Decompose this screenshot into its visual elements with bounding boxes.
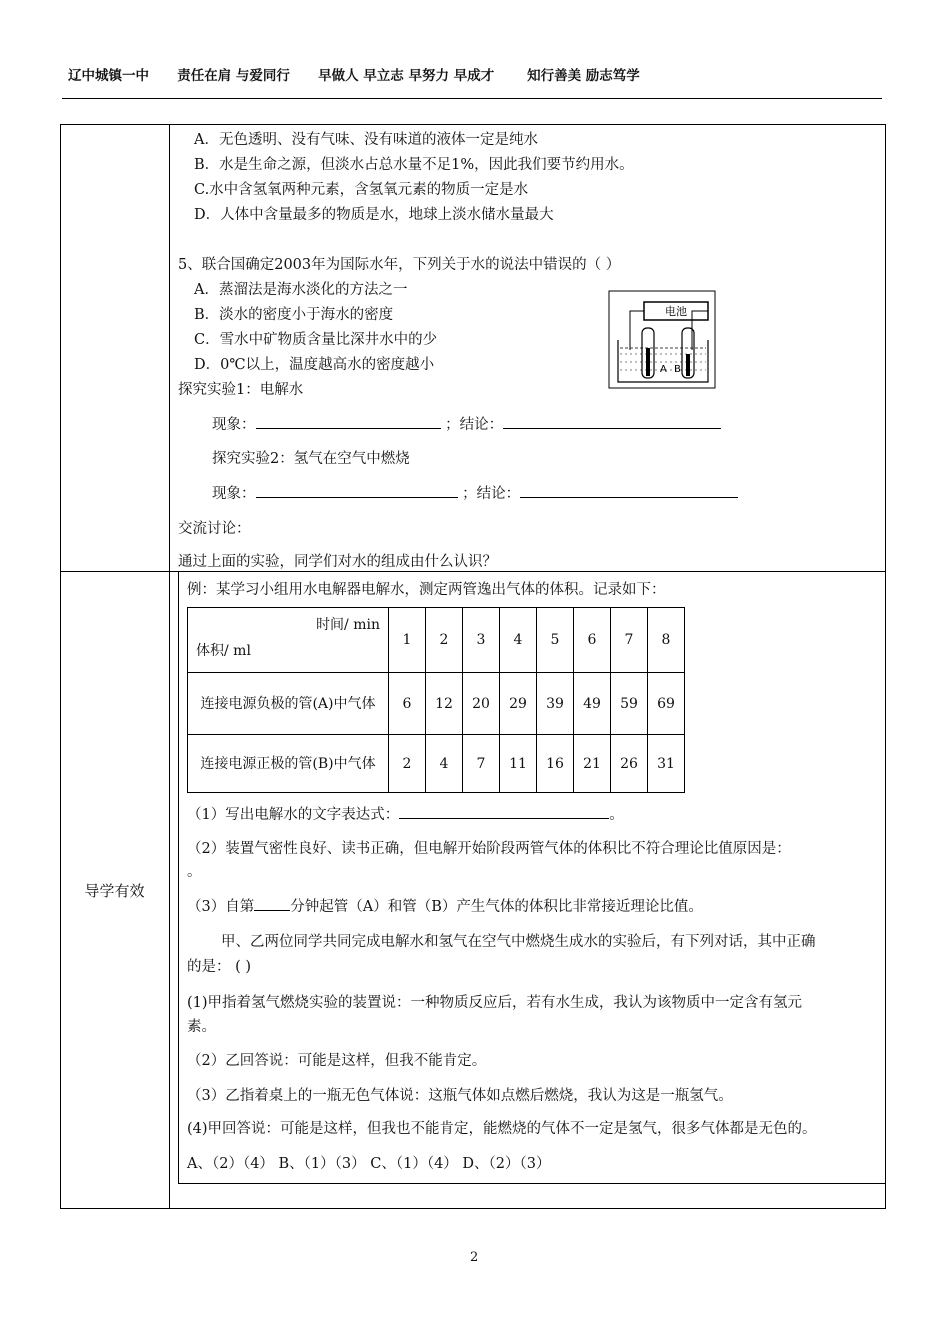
page-header: 辽中城镇一中 责任在肩 与爱同行 早做人 早立志 早努力 早成才 知行善美 励志笃学	[68, 68, 640, 84]
value-cell: 31	[648, 735, 685, 793]
dialog-intro-line-2: 的是： ( )	[187, 959, 252, 975]
row-label-a: 连接电源负极的管(A)中气体	[188, 673, 389, 735]
table-row	[188, 735, 685, 793]
example-intro: 例：某学习小组用水电解器电解水，测定两管逸出气体的体积。记录如下：	[187, 582, 666, 598]
question-3-suffix: 分钟起管（A）和管（B）产生气体的体积比非常接近理论比值。	[290, 899, 703, 915]
value-cell: 59	[611, 673, 648, 735]
question-2-end: 。	[187, 864, 202, 880]
answer-choices: A、（2）（4） B、（1）（3） C、（1）（4） D、（2）（3）	[187, 1156, 551, 1172]
table-header-cell	[188, 608, 389, 673]
value-cell: 21	[574, 735, 611, 793]
statement-4: (4)甲回答说：可能是这样，但我也不能肯定，能燃烧的气体不一定是氢气，很多气体都是无色的。	[187, 1121, 817, 1137]
statement-1-line-1: (1)甲指着氢气燃烧实验的装置说：一种物质反应后，若有水生成，我认为该物质中一定含有氢元	[187, 995, 803, 1011]
table-row	[188, 673, 685, 735]
page-number: 2	[470, 1250, 479, 1265]
time-cell: 1	[389, 608, 426, 673]
value-cell: 6	[389, 673, 426, 735]
volume-header: 体积/ ml	[196, 643, 251, 659]
electrolysis-apparatus-figure	[608, 290, 718, 390]
experiment-1-result-row	[212, 413, 721, 434]
semicolon: ；	[445, 417, 460, 433]
value-cell: 49	[574, 673, 611, 735]
q4-option-a: A．无色透明、没有气味、没有味道的液体一定是纯水	[194, 132, 538, 148]
value-cell: 69	[648, 673, 685, 735]
statement-2: （2）乙回答说：可能是这样，但我不能肯定。	[187, 1053, 487, 1069]
question-1	[187, 803, 624, 824]
tube-label-b: B	[674, 364, 681, 375]
value-cell: 39	[537, 673, 574, 735]
header-divider	[62, 98, 882, 99]
time-cell: 3	[463, 608, 500, 673]
q4-option-b: B．水是生命之源，但淡水占总水量不足1%，因此我们要节约用水。	[194, 157, 634, 173]
time-cell: 4	[500, 608, 537, 673]
phenomenon-label: 现象：	[212, 486, 256, 502]
question-5: 5、联合国确定2003年为国际水年，下列关于水的说法中错误的（ ）	[178, 257, 621, 273]
experiment-2-title: 探究实验2：氢气在空气中燃烧	[212, 451, 410, 467]
value-cell: 4	[426, 735, 463, 793]
time-cell: 2	[426, 608, 463, 673]
q5-option-c: C．雪水中矿物质含量比深井水中的少	[194, 332, 438, 348]
phenomenon-blank-2[interactable]	[256, 483, 458, 498]
value-cell: 20	[463, 673, 500, 735]
conclusion-label: 结论：	[476, 486, 521, 502]
statement-1-line-2: 素。	[187, 1019, 216, 1035]
dialog-intro-line-1: 甲、乙两位同学共同完成电解水和氢气在空气中燃烧生成水的实验后，有下列对话，其中正确	[221, 934, 816, 950]
experiment-1-title: 探究实验1：电解水	[178, 382, 304, 398]
value-cell: 29	[500, 673, 537, 735]
discussion-question: 通过上面的实验，同学们对水的组成由什么认识？	[178, 554, 497, 570]
value-cell: 16	[537, 735, 574, 793]
phenomenon-label: 现象：	[212, 417, 256, 433]
question-2: （2）装置气密性良好、读书正确，但电解开始阶段两管气体的体积比不符合理论比值原因是：	[187, 841, 791, 857]
q5-option-d: D．0℃以上，温度越高水的密度越小	[194, 357, 435, 373]
time-cell: 8	[648, 608, 685, 673]
tube-label-a: A	[660, 364, 667, 375]
column-divider	[169, 124, 170, 1209]
conclusion-blank-1[interactable]	[503, 414, 721, 429]
time-cell: 5	[537, 608, 574, 673]
table-row	[188, 608, 685, 673]
value-cell: 11	[500, 735, 537, 793]
time-header: 时间/ min	[316, 617, 380, 633]
discussion-title: 交流讨论：	[178, 521, 251, 537]
question-1-text: （1）写出电解水的文字表达式：	[187, 807, 400, 823]
battery-label: 电池	[665, 305, 687, 318]
q4-option-c: C.水中含氢氧两种元素，含氢氧元素的物质一定是水	[194, 182, 529, 198]
q4-option-d: D．人体中含量最多的物质是水，地球上淡水储水量最大	[194, 207, 554, 223]
minute-blank[interactable]	[254, 896, 290, 911]
phenomenon-blank-1[interactable]	[256, 414, 441, 429]
experiment-2-result-row	[212, 482, 738, 503]
value-cell: 12	[426, 673, 463, 735]
electrolysis-data-table	[187, 607, 685, 793]
value-cell: 26	[611, 735, 648, 793]
question-3-prefix: （3）自第	[187, 899, 255, 915]
time-cell: 6	[574, 608, 611, 673]
semicolon: ；	[462, 486, 477, 502]
conclusion-label: 结论：	[459, 417, 504, 433]
conclusion-blank-2[interactable]	[520, 483, 738, 498]
time-cell: 7	[611, 608, 648, 673]
equation-blank[interactable]	[399, 804, 609, 819]
row-label-b: 连接电源正极的管(B)中气体	[188, 735, 389, 793]
statement-3: （3）乙指着桌上的一瓶无色气体说：这瓶气体如点燃后燃烧，我认为这是一瓶氢气。	[187, 1088, 733, 1104]
value-cell: 7	[463, 735, 500, 793]
value-cell: 2	[389, 735, 426, 793]
question-1-end: 。	[609, 807, 624, 823]
question-3	[187, 895, 703, 916]
q5-option-a: A．蒸溜法是海水淡化的方法之一	[194, 282, 408, 298]
q5-option-b: B．淡水的密度小于海水的密度	[194, 307, 394, 323]
section-label: 导学有效	[84, 882, 145, 900]
